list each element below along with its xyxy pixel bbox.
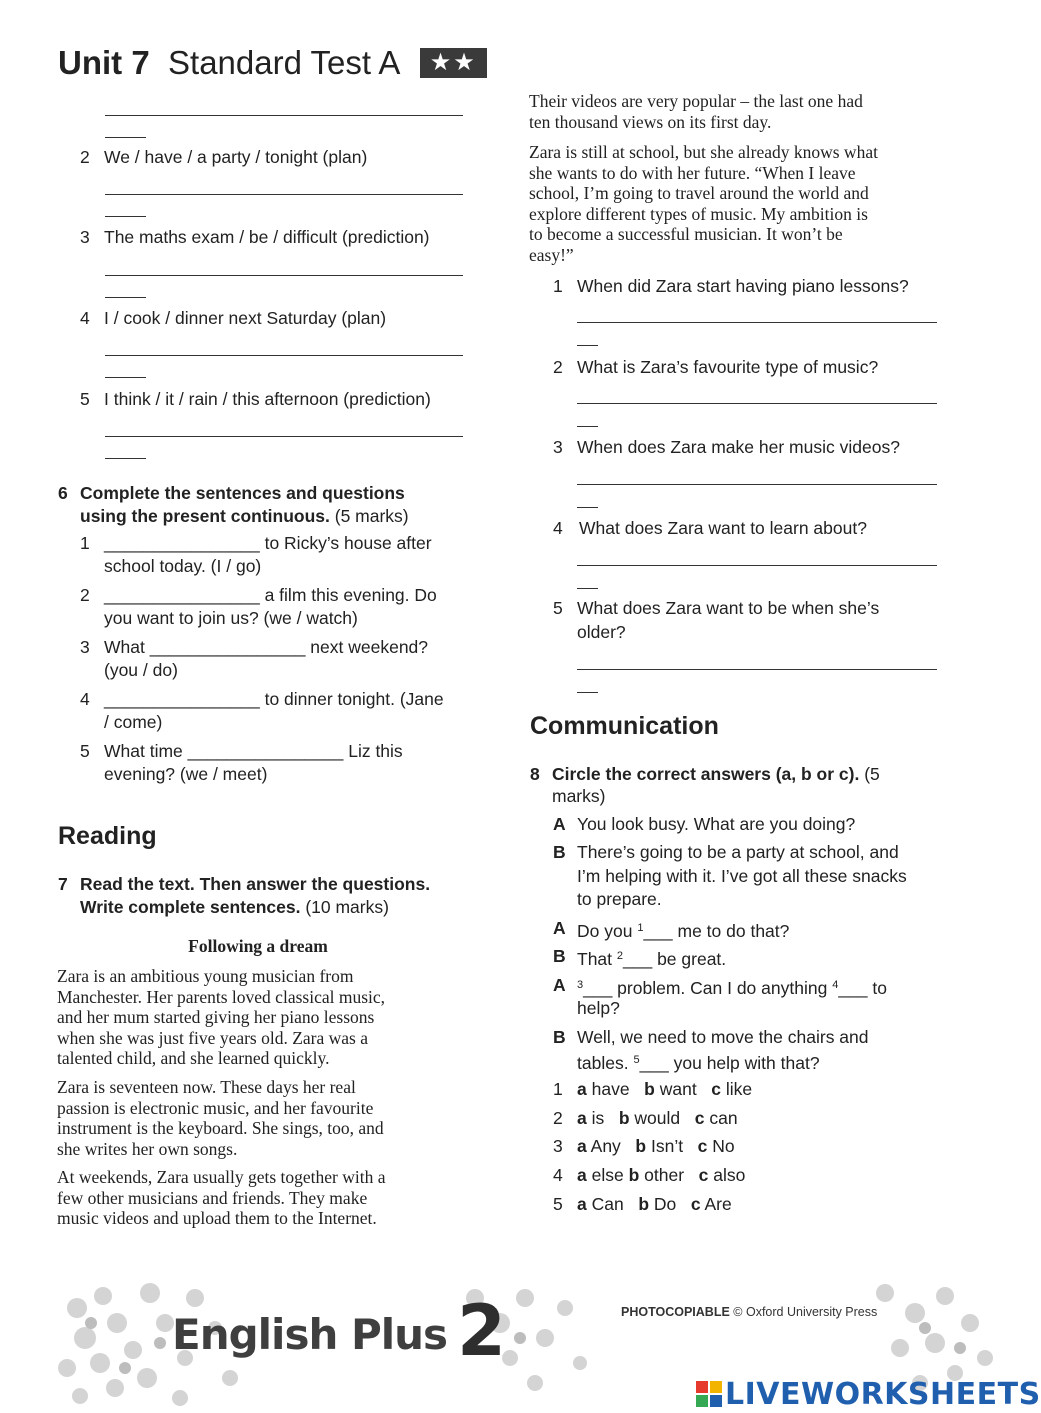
passage-title: Following a dream [188, 936, 328, 956]
answer-line[interactable] [105, 275, 463, 276]
ex6-item: 4 ________________ to dinner tonight. (Jane / come) [80, 689, 444, 732]
option-a[interactable]: Any [590, 1136, 621, 1156]
answer-line[interactable] [105, 115, 463, 116]
answer-line[interactable] [105, 458, 146, 459]
option-a[interactable]: Can [591, 1194, 624, 1214]
answer-line[interactable] [105, 377, 146, 378]
option-a[interactable]: is [591, 1108, 605, 1128]
dialogue-line: B Well, we need to move the chairs and tables. $^5$___ you help with that? [553, 1027, 869, 1073]
answer-line[interactable] [105, 436, 463, 437]
liveworksheets-logo[interactable]: LIVEWORKSHEETS [696, 1377, 1041, 1412]
passage-paragraph: Their videos are very popular – the last one had ten thousand views on its first day. [529, 91, 863, 132]
option-a[interactable]: else [591, 1165, 624, 1185]
answer-line[interactable] [577, 669, 937, 670]
ex6-item: 1 ________________ to Ricky’s house after school today. (I / go) [80, 533, 432, 576]
option-c[interactable]: can [709, 1108, 738, 1128]
ex6-item: 3 What ________________ next weekend? (you / do) [80, 637, 429, 680]
unit-label: Unit 7 [58, 44, 150, 81]
answer-line[interactable] [577, 565, 937, 566]
answer-line[interactable] [577, 588, 598, 589]
dialogue-line: B There’s going to be a party at school, and I’m helping with it. I’ve got all these snacks to prepare. [553, 842, 907, 909]
passage-paragraph: Zara is seventeen now. These days her real passion is electronic music, and her favourite instrument is the keyboard. She sings, too, and she writes her own songs. [57, 1077, 384, 1159]
option-b[interactable]: would [634, 1108, 681, 1128]
answer-line[interactable] [105, 355, 463, 356]
option-c[interactable]: Are [704, 1194, 732, 1214]
answer-line[interactable] [577, 692, 598, 693]
option-c[interactable]: also [713, 1165, 746, 1185]
copyright-notice: PHOTOCOPIABLE © Oxford University Press [621, 1305, 878, 1319]
blank-4[interactable]: ___ to [838, 978, 887, 998]
option-b[interactable]: want [659, 1079, 697, 1099]
difficulty-stars: ★★ [420, 48, 487, 78]
english-plus-logo: English Plus 2 [172, 1290, 505, 1372]
option-b[interactable]: Do [653, 1194, 677, 1214]
answer-line[interactable] [105, 137, 146, 138]
option-a[interactable]: have [591, 1079, 630, 1099]
answer-line[interactable] [577, 345, 598, 346]
ex7-instruction: 7 Read the text. Then answer the questions. Write complete sentences. (10 marks) [58, 874, 431, 917]
answer-line[interactable] [577, 484, 937, 485]
passage-paragraph: At weekends, Zara usually gets together with a few other musicians and friends. They make music videos and upload them to the Internet. [57, 1167, 386, 1228]
ex7-question: 5 What does Zara want to be when she’s older? [553, 598, 880, 642]
test-title: Standard Test A [168, 44, 399, 81]
ex6-item: 2 ________________ a film this evening. Do you want to join us? (we / watch) [80, 585, 437, 628]
ex6-item: 5 What time ________________ Liz this evening? (we / meet) [80, 741, 403, 784]
passage-paragraph: Zara is still at school, but she already knows what she wants to do with her future. “When I leave school, I’m going to travel around the world and explore different types of music. My ambition is to become a successful musician. It won’t be easy!” [529, 142, 878, 265]
option-b[interactable]: other [644, 1165, 685, 1185]
blank-3[interactable]: ___ problem. Can I do anything [583, 978, 833, 998]
passage-paragraph: Zara is an ambitious young musician from Manchester. Her parents loved classical music, and her mum started giving her piano lessons when she was just five years old. Zara was a talented child, and she learned quickly. [57, 966, 386, 1068]
answer-line[interactable] [105, 194, 463, 195]
answer-line[interactable] [577, 403, 937, 404]
liveworksheets-icon [696, 1381, 722, 1407]
ex8-instruction: 8 Circle the correct answers (a, b or c). (5 marks) [530, 764, 880, 806]
dialogue-line: A $^3$___ problem. Can I do anything $^4$___ to help? [553, 975, 887, 1018]
answer-line[interactable] [105, 297, 146, 298]
reading-heading: Reading [58, 822, 157, 850]
answer-line[interactable] [577, 507, 598, 508]
answer-line[interactable] [577, 322, 937, 323]
blank-2[interactable]: ___ be great. [623, 949, 727, 969]
option-b[interactable]: Isn’t [650, 1136, 684, 1156]
page-title [58, 44, 487, 82]
option-c[interactable]: No [712, 1136, 735, 1156]
blank-5[interactable]: ___ you help with that? [639, 1053, 820, 1073]
option-c[interactable]: like [725, 1079, 753, 1099]
blank-1[interactable]: ___ me to do that? [643, 921, 790, 941]
communication-heading: Communication [530, 712, 719, 740]
answer-line[interactable] [577, 426, 598, 427]
answer-line[interactable] [105, 216, 146, 217]
